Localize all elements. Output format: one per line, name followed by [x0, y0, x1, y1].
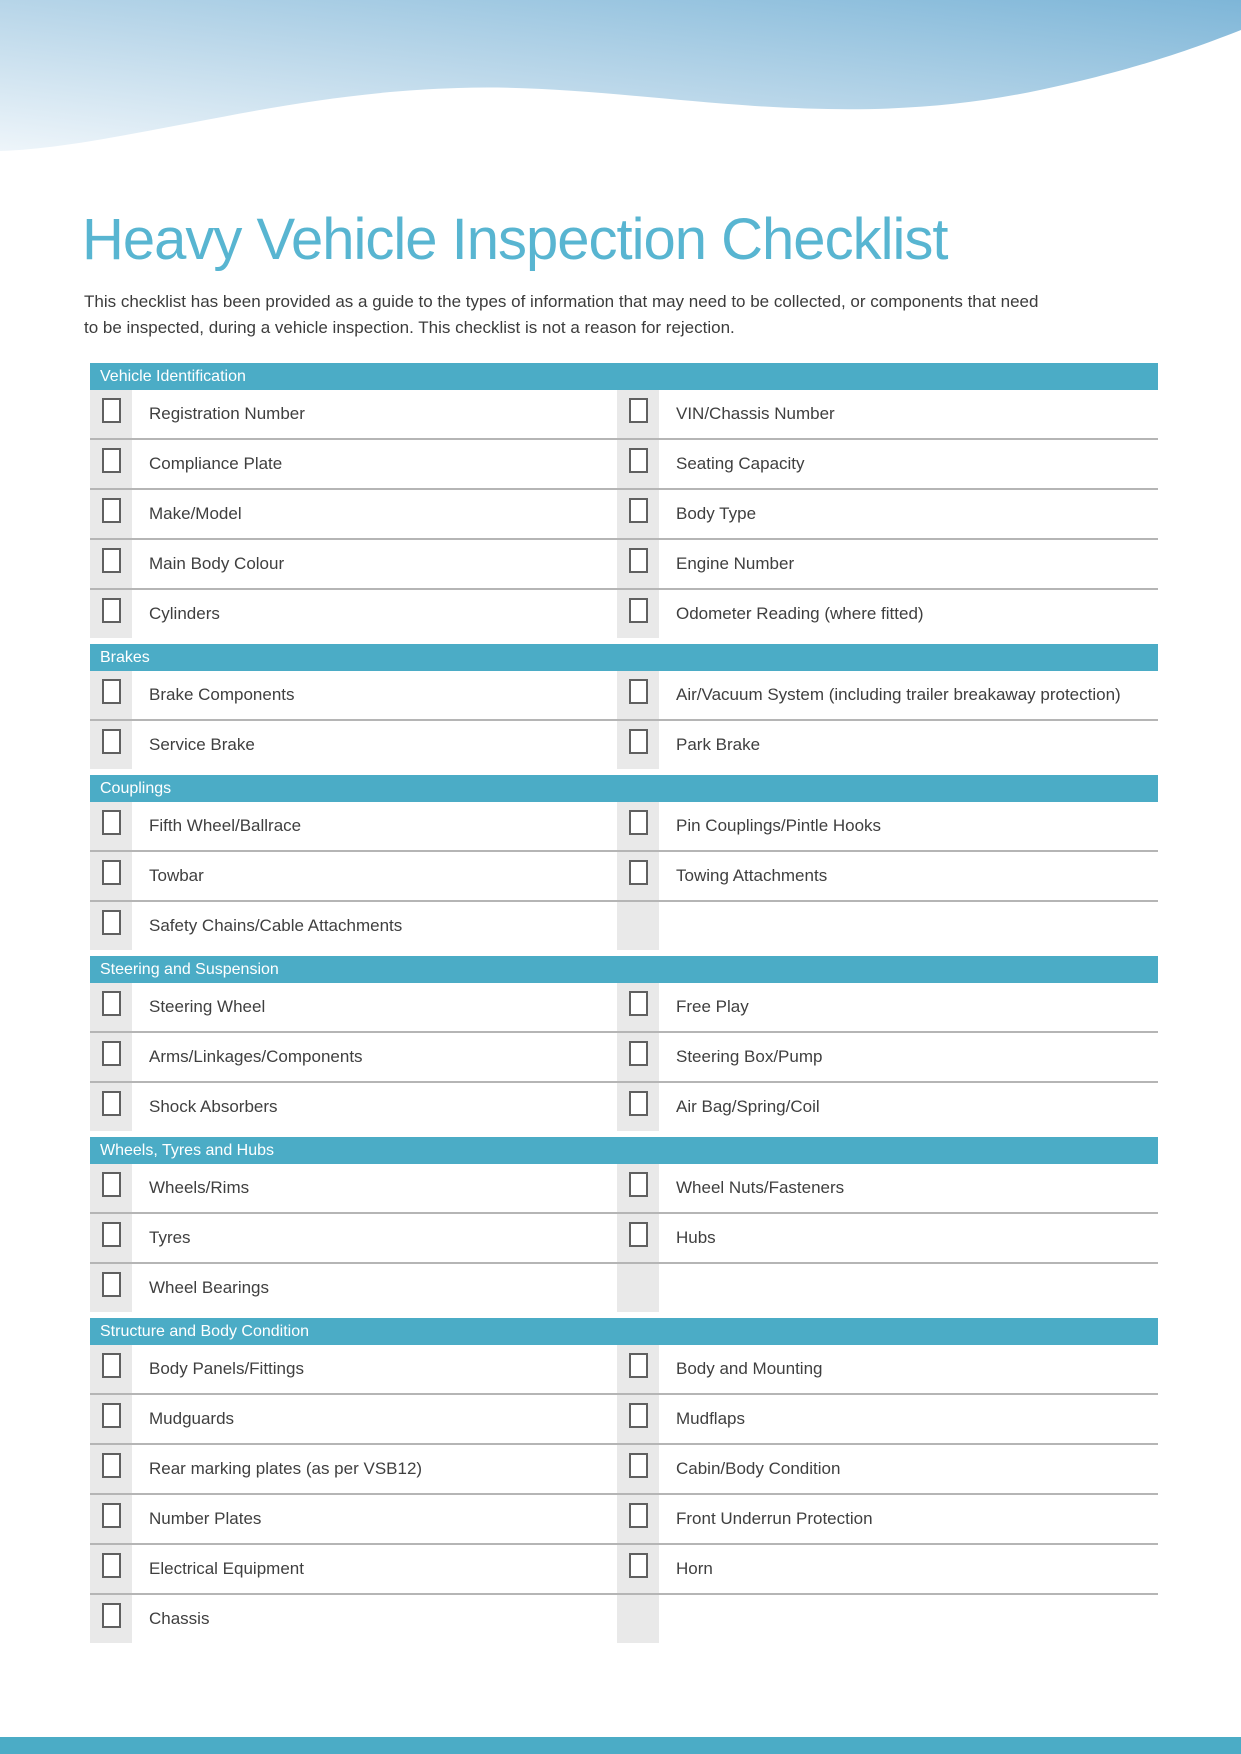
checklist-sections: [90, 363, 1158, 1643]
checklist-cell-left: [90, 1545, 612, 1593]
checklist-item-label: Wheels/Rims: [149, 1178, 250, 1197]
checkbox[interactable]: [629, 1403, 648, 1428]
checkbox-column: [90, 852, 132, 900]
checklist-item-label: Free Play: [676, 997, 749, 1016]
checkbox[interactable]: [102, 1091, 121, 1116]
checkbox-column: [617, 1214, 659, 1262]
checklist-item-label: Towing Attachments: [676, 866, 828, 885]
checklist-cell-right: [617, 440, 1158, 488]
checkbox-column: [90, 540, 132, 588]
checklist-item-label: Rear marking plates (as per VSB12): [149, 1459, 423, 1478]
checklist-cell-right: [617, 1033, 1158, 1081]
checkbox[interactable]: [102, 1503, 121, 1528]
checkbox[interactable]: [102, 729, 121, 754]
checkbox-column: [617, 540, 659, 588]
checklist-item-label: Air/Vacuum System (including trailer breakaway protection): [676, 685, 1121, 704]
checklist-item-label: Towbar: [149, 866, 204, 885]
checkbox-column: [617, 1083, 659, 1131]
checkbox[interactable]: [102, 1603, 121, 1628]
checkbox[interactable]: [629, 1222, 648, 1247]
checkbox-column: [90, 590, 132, 638]
checklist-item-label: Cylinders: [149, 604, 220, 623]
table-row: [90, 852, 1158, 902]
table-row: [90, 983, 1158, 1033]
checklist-cell-right: [617, 802, 1158, 850]
table-row: [90, 1445, 1158, 1495]
checklist-cell-left: [90, 721, 612, 769]
checkbox-column: [617, 1495, 659, 1543]
checklist-cell-left: [90, 902, 612, 950]
section-header-brakes: Brakes: [90, 644, 1158, 671]
table-row: [90, 802, 1158, 852]
checklist-cell-left: [90, 590, 612, 638]
table-row: [90, 1345, 1158, 1395]
checklist-cell-right: [617, 1264, 1158, 1312]
checklist-cell-left: [90, 540, 612, 588]
checkbox[interactable]: [102, 910, 121, 935]
checklist-cell-right: [617, 540, 1158, 588]
checklist-item-label: Wheel Nuts/Fasteners: [676, 1178, 845, 1197]
section-header-structure-and-body-condition: Structure and Body Condition: [90, 1318, 1158, 1345]
table-row: [90, 440, 1158, 490]
checkbox[interactable]: [629, 679, 648, 704]
checklist-cell-left: [90, 1164, 612, 1212]
checklist-item-label: Park Brake: [676, 735, 761, 754]
checklist-cell-left: [90, 1033, 612, 1081]
checkbox-column: [90, 1595, 132, 1643]
checklist-cell-left: [90, 802, 612, 850]
checkbox-column: [617, 1033, 659, 1081]
checklist-cell-right: [617, 983, 1158, 1031]
section-couplings: [90, 775, 1158, 950]
checkbox[interactable]: [629, 1453, 648, 1478]
checklist-item-label: Wheel Bearings: [149, 1278, 270, 1297]
checkbox[interactable]: [102, 860, 121, 885]
checkbox-column: [90, 1445, 132, 1493]
section-brakes: [90, 644, 1158, 769]
checklist-cell-left: [90, 1595, 612, 1643]
checkbox-column: [617, 1445, 659, 1493]
checkbox-column: [90, 1033, 132, 1081]
checkbox[interactable]: [102, 1553, 121, 1578]
checklist-cell-right: [617, 1595, 1158, 1643]
checklist-cell-left: [90, 1214, 612, 1262]
checklist-cell-left: [90, 1345, 612, 1393]
checklist-cell-right: [617, 490, 1158, 538]
checkbox[interactable]: [102, 398, 121, 423]
checkbox[interactable]: [102, 1453, 121, 1478]
checklist-cell-right: [617, 902, 1158, 950]
checklist-cell-right: [617, 721, 1158, 769]
checkbox[interactable]: [102, 448, 121, 473]
checklist-item-label: Hubs: [676, 1228, 716, 1247]
checkbox[interactable]: [102, 1222, 121, 1247]
checkbox-column: [617, 721, 659, 769]
checklist-cell-left: [90, 1495, 612, 1543]
checklist-item-label: Mudguards: [149, 1409, 235, 1428]
checklist-cell-left: [90, 440, 612, 488]
checkbox[interactable]: [102, 1041, 121, 1066]
checklist-item-label: Front Underrun Protection: [676, 1509, 873, 1528]
checkbox-column: [90, 721, 132, 769]
checkbox-column: [617, 902, 659, 950]
checklist-item-label: Steering Box/Pump: [676, 1047, 823, 1066]
checklist-cell-right: [617, 1214, 1158, 1262]
checklist-item-label: Number Plates: [149, 1509, 262, 1528]
checkbox[interactable]: [629, 1041, 648, 1066]
checklist-item-label: Body and Mounting: [676, 1359, 823, 1378]
checkbox[interactable]: [102, 810, 121, 835]
checklist-cell-right: [617, 1395, 1158, 1443]
checkbox-column: [617, 852, 659, 900]
checklist-cell-left: [90, 671, 612, 719]
checkbox[interactable]: [629, 548, 648, 573]
checklist-item-label: Service Brake: [149, 735, 255, 754]
table-row: [90, 1214, 1158, 1264]
checklist-item-label: Safety Chains/Cable Attachments: [149, 916, 403, 935]
checkbox-column: [617, 1545, 659, 1593]
table-row: [90, 902, 1158, 950]
checklist-item-label: Body Panels/Fittings: [149, 1359, 304, 1378]
checkbox[interactable]: [629, 1172, 648, 1197]
checkbox-column: [617, 983, 659, 1031]
table-row: [90, 540, 1158, 590]
checkbox[interactable]: [629, 1503, 648, 1528]
table-row: [90, 490, 1158, 540]
checkbox-column: [90, 1545, 132, 1593]
table-row: [90, 1033, 1158, 1083]
checklist-cell-right: [617, 590, 1158, 638]
checkbox[interactable]: [629, 598, 648, 623]
checklist-cell-right: [617, 1495, 1158, 1543]
table-row: [90, 721, 1158, 769]
checklist-item-label: Make/Model: [149, 504, 242, 523]
checklist-cell-right: [617, 1345, 1158, 1393]
checkbox[interactable]: [102, 1353, 121, 1378]
checkbox[interactable]: [629, 729, 648, 754]
checklist-cell-left: [90, 490, 612, 538]
table-row: [90, 1264, 1158, 1312]
checkbox-column: [617, 1164, 659, 1212]
checkbox[interactable]: [102, 1172, 121, 1197]
checklist-cell-left: [90, 983, 612, 1031]
checkbox-column: [90, 1395, 132, 1443]
section-structure-and-body-condition: [90, 1318, 1158, 1643]
checkbox-column: [90, 1164, 132, 1212]
checkbox[interactable]: [629, 810, 648, 835]
header-wave-decoration: [0, 0, 1241, 170]
checkbox[interactable]: [629, 398, 648, 423]
checklist-item-label: Compliance Plate: [149, 454, 283, 473]
checklist-cell-right: [617, 390, 1158, 438]
checkbox[interactable]: [629, 498, 648, 523]
checkbox-column: [617, 671, 659, 719]
checklist-cell-right: [617, 1545, 1158, 1593]
footer-bar: [0, 1737, 1241, 1754]
checklist-cell-left: [90, 1395, 612, 1443]
checklist-cell-left: [90, 1264, 612, 1312]
checklist-cell-right: [617, 1164, 1158, 1212]
checkbox-column: [90, 1264, 132, 1312]
section-header-wheels-tyres-and-hubs: Wheels, Tyres and Hubs: [90, 1137, 1158, 1164]
checkbox-column: [90, 1214, 132, 1262]
page-title: Heavy Vehicle Inspection Checklist: [82, 207, 948, 272]
checkbox[interactable]: [629, 448, 648, 473]
table-row: [90, 390, 1158, 440]
checkbox[interactable]: [629, 1091, 648, 1116]
checklist-item-label: Mudflaps: [676, 1409, 745, 1428]
checklist-cell-left: [90, 1083, 612, 1131]
checkbox[interactable]: [102, 991, 121, 1016]
checklist-item-label: Electrical Equipment: [149, 1559, 304, 1578]
checklist-item-label: Cabin/Body Condition: [676, 1459, 841, 1478]
checkbox-column: [617, 1264, 659, 1312]
checklist-cell-right: [617, 1083, 1158, 1131]
checklist-item-label: Pin Couplings/Pintle Hooks: [676, 816, 882, 835]
checklist-item-label: Engine Number: [676, 554, 795, 573]
section-vehicle-identification: [90, 363, 1158, 638]
checkbox-column: [90, 490, 132, 538]
checkbox[interactable]: [102, 679, 121, 704]
checkbox[interactable]: [102, 498, 121, 523]
section-header-couplings: Couplings: [90, 775, 1158, 802]
checklist-item-label: Fifth Wheel/Ballrace: [149, 816, 302, 835]
table-row: [90, 1083, 1158, 1131]
checklist-cell-left: [90, 390, 612, 438]
table-row: [90, 1395, 1158, 1445]
table-row: [90, 1545, 1158, 1595]
checkbox-column: [90, 983, 132, 1031]
checklist-item-label: Main Body Colour: [149, 554, 285, 573]
table-row: [90, 1595, 1158, 1643]
checkbox-column: [90, 390, 132, 438]
checkbox-column: [90, 440, 132, 488]
checklist-item-label: VIN/Chassis Number: [676, 404, 835, 423]
page-description: This checklist has been provided as a guide to the types of information that may need to be collected, or components that need to be inspected, during a vehicle inspection. This checklist is not a reason for rejection.: [84, 292, 1039, 337]
checklist-item-label: Seating Capacity: [676, 454, 805, 473]
section-wheels-tyres-and-hubs: [90, 1137, 1158, 1312]
checkbox-column: [617, 440, 659, 488]
checklist-item-label: Body Type: [676, 504, 757, 523]
checklist-item-label: Horn: [676, 1559, 713, 1578]
checkbox-column: [617, 802, 659, 850]
table-row: [90, 590, 1158, 638]
checkbox[interactable]: [629, 1353, 648, 1378]
checklist-item-label: Shock Absorbers: [149, 1097, 278, 1116]
checklist-item-label: Brake Components: [149, 685, 295, 704]
checklist-cell-left: [90, 1445, 612, 1493]
checklist-item-label: Steering Wheel: [149, 997, 266, 1016]
checkbox[interactable]: [629, 991, 648, 1016]
checklist-cell-right: [617, 671, 1158, 719]
checklist-cell-left: [90, 852, 612, 900]
checklist-item-label: Arms/Linkages/Components: [149, 1047, 363, 1066]
checkbox[interactable]: [102, 598, 121, 623]
checklist-cell-right: [617, 1445, 1158, 1493]
section-steering-and-suspension: [90, 956, 1158, 1131]
section-header-steering-and-suspension: Steering and Suspension: [90, 956, 1158, 983]
checkbox[interactable]: [629, 1553, 648, 1578]
checkbox-column: [90, 802, 132, 850]
table-row: [90, 1164, 1158, 1214]
checkbox[interactable]: [102, 548, 121, 573]
checkbox-column: [617, 1395, 659, 1443]
checklist-item-label: Odometer Reading (where fitted): [676, 604, 924, 623]
checkbox-column: [90, 671, 132, 719]
checkbox-column: [617, 1595, 659, 1643]
table-row: [90, 1495, 1158, 1545]
checkbox-column: [617, 490, 659, 538]
checklist-item-label: Air Bag/Spring/Coil: [676, 1097, 820, 1116]
checklist-cell-right: [617, 852, 1158, 900]
checkbox-column: [90, 902, 132, 950]
checkbox[interactable]: [102, 1272, 121, 1297]
checkbox[interactable]: [629, 860, 648, 885]
checkbox-column: [90, 1345, 132, 1393]
checklist-item-label: Tyres: [149, 1228, 191, 1247]
table-row: [90, 671, 1158, 721]
section-header-vehicle-identification: Vehicle Identification: [90, 363, 1158, 390]
checkbox-column: [617, 590, 659, 638]
checkbox-column: [617, 1345, 659, 1393]
checklist-item-label: Registration Number: [149, 404, 305, 423]
checkbox-column: [90, 1083, 132, 1131]
checkbox-column: [90, 1495, 132, 1543]
checklist-item-label: Chassis: [149, 1609, 210, 1628]
checkbox-column: [617, 390, 659, 438]
checkbox[interactable]: [102, 1403, 121, 1428]
